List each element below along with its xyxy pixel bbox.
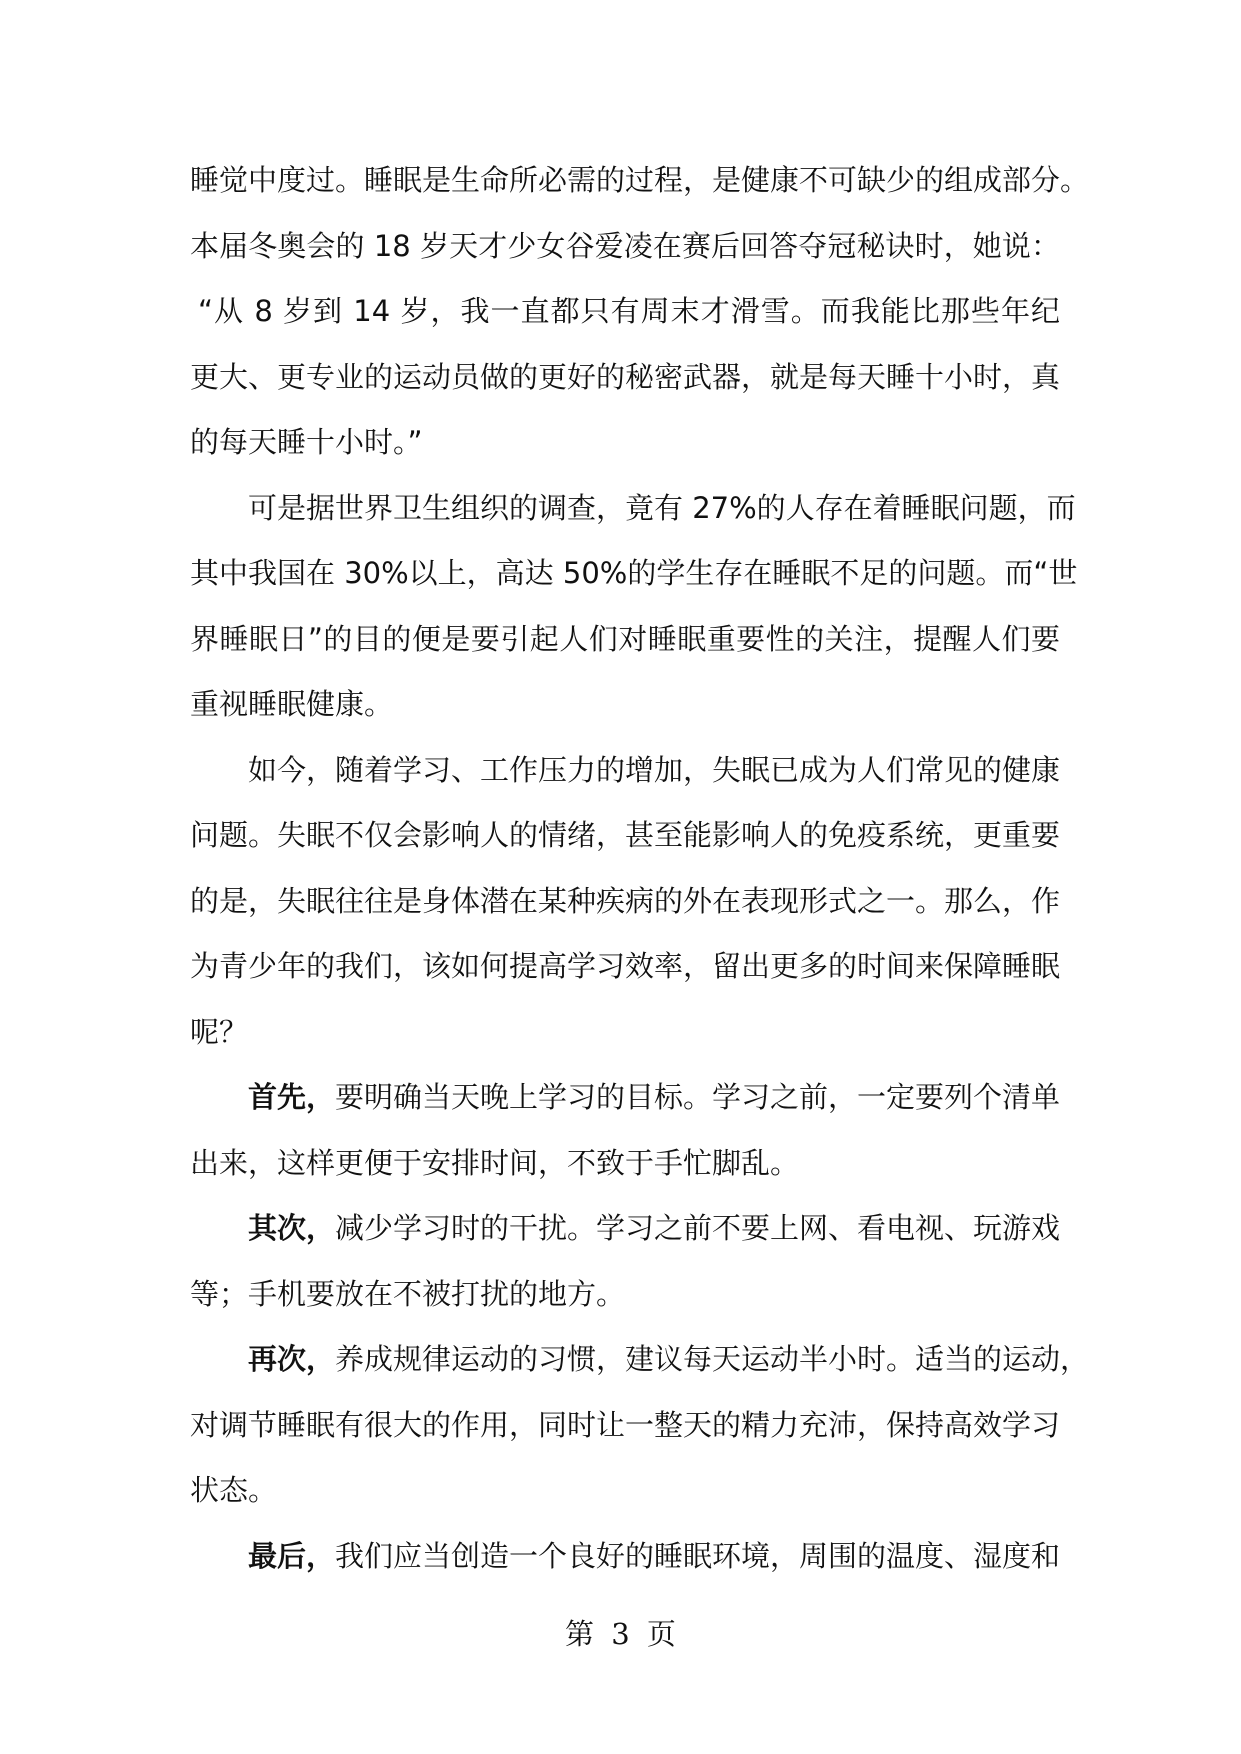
paragraph — [190, 738, 1060, 1066]
lead-word: 首先， — [248, 1080, 336, 1114]
text-line: 可是据世界卫生组织的调查，竟有 27%的人存在着睡眠问题，而 — [248, 490, 1076, 525]
text-span: 要明确当天晚上学习的目标。学习之前，一定要列个清单 — [335, 1080, 1061, 1114]
paragraph — [190, 1327, 1090, 1524]
text-line: 的每天睡十小时。” — [190, 425, 423, 459]
text-line: 状态。 — [190, 1473, 278, 1507]
text-line: “从 8 岁到 14 岁，我一直都只有周末才滑雪。而我能比那些年纪 — [198, 294, 1060, 328]
paragraph — [190, 1524, 1060, 1590]
text-line: 呢？ — [190, 1014, 249, 1049]
paragraph — [190, 476, 1078, 738]
page-number: 第 3 页 — [565, 1617, 676, 1651]
text-span: 减少学习时的干扰。学习之前不要上网、看电视、玩游戏 — [335, 1211, 1061, 1245]
paragraph — [190, 1196, 1060, 1327]
lead-word: 再次， — [248, 1342, 336, 1376]
text-line: 更大、更专业的运动员做的更好的秘密武器，就是每天睡十小时，真 — [190, 359, 1061, 394]
lead-word: 其次， — [248, 1211, 336, 1245]
text-line: 如今，随着学习、工作压力的增加，失眠已成为人们常见的健康 — [248, 752, 1061, 787]
text-line: 本届冬奥会的 18 岁天才少女谷爱凌在赛后回答夺冠秘诀时，她说： — [190, 228, 1060, 263]
text-line — [190, 1196, 1060, 1262]
text-span: 我们应当创造一个良好的睡眠环境，周围的温度、湿度和 — [335, 1538, 1061, 1573]
text-line: 重视睡眠健康。 — [190, 687, 394, 721]
text-line — [190, 1524, 1060, 1590]
text-span: 养成规律运动的习惯，建议每天运动半小时。适当的运动， — [335, 1342, 1090, 1376]
text-line — [190, 1065, 1060, 1131]
text-line: 的是，失眠往往是身体潜在某种疾病的外在表现形式之一。那么，作 — [190, 883, 1061, 918]
document-body — [190, 148, 1090, 1589]
text-line: 界睡眠日”的目的便是要引起人们对睡眠重要性的关注，提醒人们要 — [190, 621, 1060, 656]
paragraph — [190, 1065, 1060, 1196]
text-line: 问题。失眠不仅会影响人的情绪，甚至能影响人的免疫系统，更重要 — [190, 818, 1061, 852]
text-line: 睡觉中度过。睡眠是生命所必需的过程，是健康不可缺少的组成部分。 — [190, 163, 1090, 197]
paragraph — [190, 148, 1090, 476]
text-line: 对调节睡眠有很大的作用，同时让一整天的精力充沛，保持高效学习 — [190, 1407, 1061, 1442]
text-line: 等；手机要放在不被打扰的地方。 — [190, 1276, 626, 1311]
lead-word: 最后， — [248, 1538, 336, 1573]
text-line — [190, 1327, 1090, 1393]
text-line: 出来，这样更便于安排时间，不致于手忙脚乱。 — [190, 1145, 800, 1180]
text-line: 其中我国在 30%以上，高达 50%的学生存在睡眠不足的问题。而“世 — [190, 556, 1078, 590]
text-line: 为青少年的我们，该如何提高学习效率，留出更多的时间来保障睡眠 — [190, 949, 1061, 983]
